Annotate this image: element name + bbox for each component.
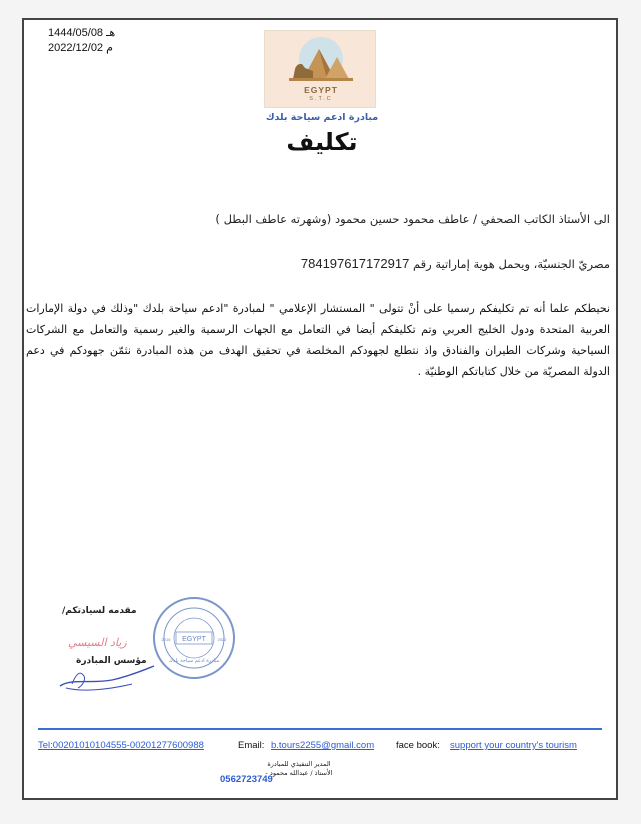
id-number: 784197617172917 [300,256,410,271]
logo-subtitle: S.T.C [309,96,333,102]
gregorian-date: 2022/12/02 [48,42,104,54]
pyramids-sphinx-icon [283,35,359,85]
logo-word: EGYPT [304,85,338,95]
gregorian-date-row [48,41,115,56]
body-paragraph: نحيطكم علما أنه تم تكليفكم رسميا على أنْ تتولى " المستشار الإعلامي " لمبادرة "ادعم سياحة بلدك "وذلك في دولة الإمارات العربية المتحدة ودول الخليج العربي وتم تكليفكم أيضا في التعامل مع الجهات الرسمية والغير رسمية والتعامل مع الشركات السياحية وشركات الطيران والفنادق واذ نتطلع لجهودكم المخلصة في تحقيق الهدف من هذه المبادرة نثمّن جهودكم في دعم الدولة المصريّة من خلال كتاباتكم الوطنيّة . [26,302,610,378]
initiative-name: مبادرة ادعم سياحة بلدك [265,112,379,123]
seal-ring-text: مبادرة ادعم سياحة بلدك [168,658,220,664]
director-title: المدير التنفيذي للمبادرة [267,760,331,768]
footer-divider [38,728,602,730]
official-seal-icon [152,596,236,680]
email-link[interactable]: b.tours2255@gmail.com [271,740,375,751]
seal-word: EGYPT [182,636,206,643]
facebook-label: face book: [396,740,440,751]
date-block [48,26,115,56]
telephone-link[interactable]: Tel:00201010104555-00201277600988 [38,740,204,751]
facebook-link[interactable]: support your country's tourism [450,740,577,751]
signature-role: مؤسس المبادرة [76,656,147,666]
director-name: الأستاذ / عبدالله محمود - [265,769,333,777]
hijri-date: 1444/05/08 [48,27,104,39]
email-label: Email: [238,740,265,751]
egypt-logo [264,30,376,108]
document-frame [22,18,618,800]
nationality-line [50,256,610,271]
gregorian-suffix: م [106,42,113,54]
hijri-suffix: هـ [106,27,116,39]
seal-year-left: 2016 [161,637,171,642]
hijri-date-row [48,26,115,41]
director-phone: 0562723749 [220,774,273,785]
recipient-line: الى الأستاذ الكاتب الصحفي / عاطف محمود حسين محمود (وشهرته عاطف البطل ) [215,212,610,226]
signature-name: زياد السيسي [68,636,127,649]
seal-year-right: 2022 [217,637,227,642]
document-title: تكليف [286,128,358,156]
presented-by-label: مقدمه لسيادتكم/ [62,606,137,616]
nationality-text: مصريّ الجنسيّة، ويحمل هوية إماراتية رقم [412,257,610,271]
